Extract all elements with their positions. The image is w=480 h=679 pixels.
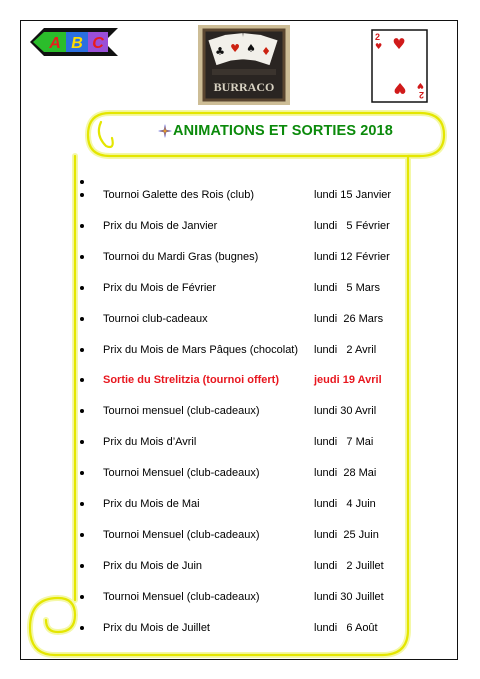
bullet-marker: [80, 378, 84, 382]
bullet-marker: [80, 180, 84, 184]
event-date: lundi 25 Juin: [314, 528, 379, 541]
event-name: Tournoi du Mardi Gras (bugnes): [103, 250, 259, 263]
svg-text:♣: ♣: [215, 45, 225, 58]
bullet-marker: [80, 626, 84, 630]
event-date: lundi 7 Mai: [314, 436, 374, 449]
event-name: Prix du Mois de Février: [103, 281, 217, 294]
bullet-marker: [80, 533, 84, 537]
event-row: [80, 313, 410, 329]
event-row: [80, 436, 410, 452]
bullet-marker: [80, 502, 84, 506]
logo-letter-c: C: [92, 35, 104, 52]
event-name: Tournoi Mensuel (club-cadeaux): [103, 590, 260, 603]
event-date: jeudi 19 Avril: [314, 374, 382, 387]
bullet-marker: [80, 440, 84, 444]
heart-icon: ♥: [393, 79, 407, 97]
event-name: Tournoi Mensuel (club-cadeaux): [103, 467, 260, 480]
card-rank-top: 2: [375, 32, 381, 42]
event-date: lundi 2 Avril: [314, 343, 377, 356]
event-name: Tournoi club-cadeaux: [103, 312, 208, 325]
svg-text:♠: ♠: [246, 42, 256, 55]
title-text: ANIMATIONS ET SORTIES 2018: [173, 123, 393, 139]
event-row: [80, 220, 410, 236]
event-date: lundi 15 Janvier: [314, 189, 392, 201]
event-date: lundi 30 Juillet: [314, 590, 384, 603]
event-row: [80, 405, 410, 421]
event-date: lundi 5 Février: [314, 219, 390, 232]
event-row: [80, 374, 410, 390]
bullet-marker: [80, 564, 84, 568]
event-row: [80, 498, 410, 514]
event-row: [80, 622, 410, 638]
event-name: Prix du Mois de Juillet: [103, 621, 210, 634]
event-name: Sortie du Strelitzia (tournoi offert): [103, 374, 279, 387]
event-name: Tournoi Galette des Rois (club): [103, 189, 255, 201]
logo-letter-a: A: [49, 35, 61, 52]
event-date: lundi 4 Juin: [314, 498, 376, 510]
event-date: lundi 26 Mars: [314, 312, 384, 325]
bullet-marker: [80, 595, 84, 599]
event-row: [80, 529, 410, 545]
event-name: Prix du Mois d’Avril: [103, 436, 197, 449]
event-name: Prix du Mois de Juin: [103, 559, 203, 572]
svg-text:♦: ♦: [261, 45, 271, 58]
bullet-marker: [80, 193, 84, 197]
event-name: Prix du Mois de Mai: [103, 498, 200, 510]
sparkle-icon: [158, 124, 172, 138]
bullet-marker: [80, 409, 84, 413]
bullet-marker: [80, 255, 84, 259]
event-row: [80, 344, 410, 360]
event-name: Prix du Mois de Janvier: [103, 219, 218, 232]
card-rank-bottom: 2: [418, 90, 424, 100]
bullet-marker: [80, 286, 84, 290]
event-row: [80, 591, 410, 607]
event-date: lundi 5 Mars: [314, 281, 381, 294]
bullet-marker: [80, 317, 84, 321]
event-name: Tournoi Mensuel (club-cadeaux): [103, 528, 260, 541]
event-date: lundi 12 Février: [314, 250, 390, 263]
event-row: [80, 282, 410, 298]
event-date: lundi 6 Août: [314, 621, 378, 634]
bullet-marker: [80, 348, 84, 352]
event-date: lundi 2 Juillet: [314, 559, 384, 572]
bullet-marker: [80, 224, 84, 228]
bullet-marker: [80, 471, 84, 475]
heart-icon: ♥: [392, 35, 406, 53]
heart-icon: ♥: [375, 42, 383, 51]
page-title: [158, 121, 393, 141]
event-row: [80, 251, 410, 267]
event-row: [80, 467, 410, 483]
event-name: Tournoi mensuel (club-cadeaux): [103, 405, 260, 418]
heart-icon: ♥: [416, 81, 424, 90]
event-date: lundi 30 Avril: [314, 405, 377, 418]
svg-text:♥: ♥: [230, 42, 240, 55]
event-date: lundi 28 Mai: [314, 467, 377, 480]
event-row: [80, 189, 410, 205]
burraco-label: BURRACO: [213, 80, 275, 94]
event-name: Prix du Mois de Mars Pâques (chocolat): [103, 343, 299, 356]
logo-letter-b: B: [71, 35, 83, 52]
event-row: [80, 560, 410, 576]
